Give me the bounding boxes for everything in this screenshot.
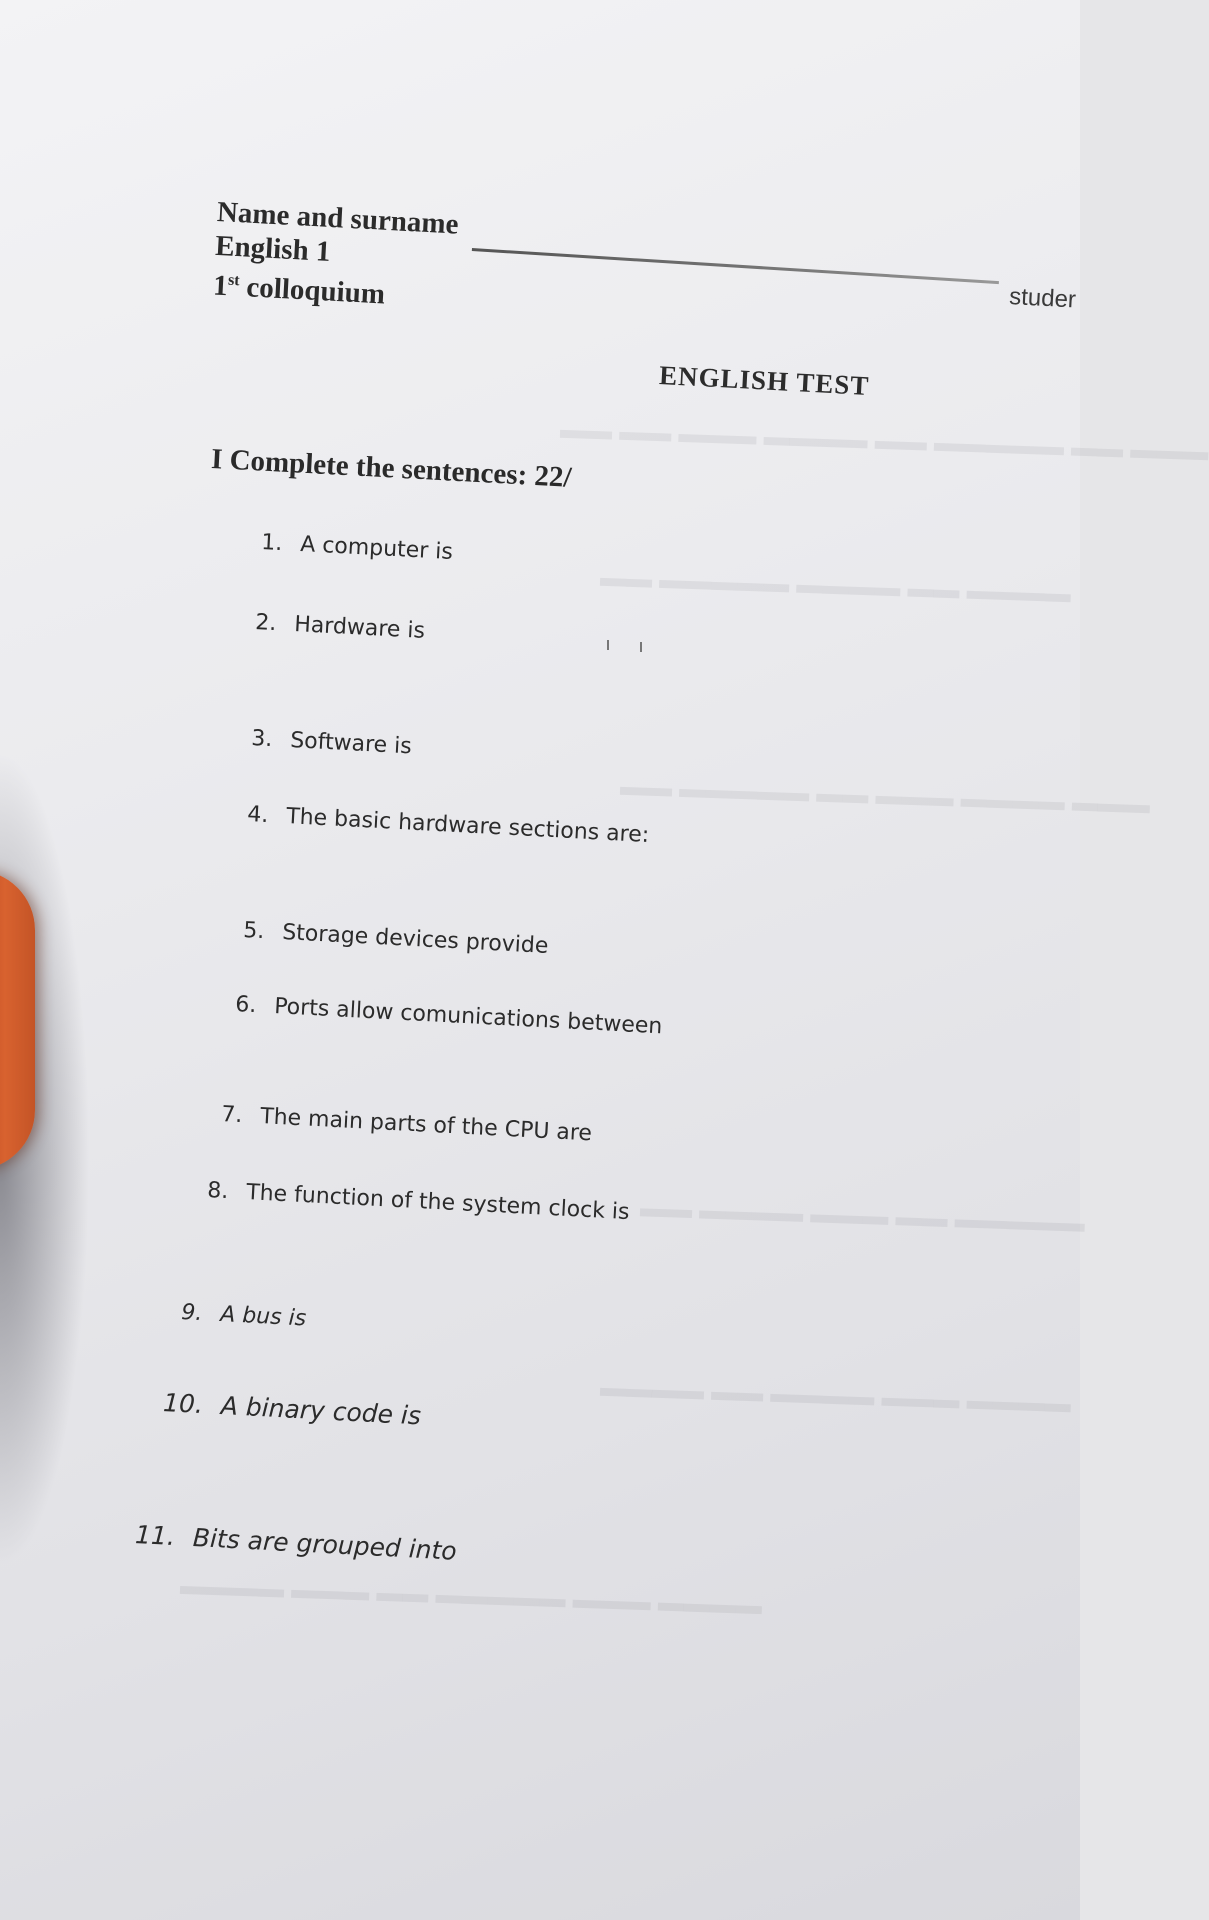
section-heading: I Complete the sentences: 22/ [210, 443, 573, 494]
question-text: Storage devices provide [281, 920, 549, 959]
name-writing-line [472, 248, 999, 284]
question-11 [134, 1520, 457, 1566]
question-1 [261, 530, 454, 565]
question-number: 11. [134, 1520, 176, 1552]
question-5 [243, 918, 549, 959]
pen-mark [640, 642, 642, 652]
question-number: 9. [180, 1300, 203, 1327]
question-4 [247, 802, 650, 848]
question-text: A computer is [299, 532, 454, 565]
question-text: The function of the system clock is [245, 1180, 631, 1226]
colloquium-number: 1 [212, 269, 229, 303]
question-10 [162, 1388, 421, 1430]
question-number: 8. [206, 1178, 229, 1205]
question-6 [235, 992, 663, 1039]
question-number: 4. [246, 802, 269, 829]
question-2 [255, 610, 426, 644]
question-7 [221, 1102, 593, 1146]
question-number: 2. [254, 610, 277, 637]
bleed-through-text: ▬▬▬▬ ▬▬ ▬▬▬▬ ▬▬▬▬▬ ▬▬ [599, 561, 1072, 609]
bleed-through-text: ▬▬▬ ▬▬▬▬ ▬▬▬ ▬▬ ▬▬▬▬▬ ▬▬ [619, 770, 1151, 820]
question-number: 1. [260, 530, 283, 557]
question-text: The main parts of the CPU are [259, 1104, 593, 1147]
question-number: 10. [162, 1388, 204, 1420]
course-label: English 1 [214, 229, 332, 268]
question-text: Ports allow comunications between [273, 994, 663, 1040]
bleed-through-text: ▬▬▬▬ ▬▬▬ ▬▬▬▬ ▬▬ ▬▬▬▬ [599, 1371, 1072, 1419]
question-text: Bits are grouped into [192, 1523, 458, 1566]
question-number: 7. [220, 1102, 243, 1129]
pen-mark [607, 640, 609, 650]
question-text: Hardware is [293, 612, 426, 644]
question-number: 5. [242, 918, 265, 945]
bleed-through-text: ▬▬▬▬▬ ▬▬ ▬▬▬ ▬▬▬▬ ▬▬ [639, 1192, 1086, 1238]
finger [0, 870, 35, 1170]
question-text: The basic hardware sections are: [285, 804, 650, 849]
question-text: Software is [289, 728, 413, 760]
question-text: A binary code is [220, 1391, 422, 1431]
student-label-fragment: studer [1008, 283, 1077, 314]
question-3 [251, 726, 413, 759]
bleed-through-text: ▬▬▬ ▬▬ ▬▬▬▬▬ ▬▬ ▬▬▬▬ ▬▬▬ ▬▬ ▬▬ [559, 413, 1209, 467]
test-title: ENGLISH TEST [658, 360, 871, 401]
student-header [212, 195, 459, 315]
question-8 [207, 1178, 630, 1225]
question-9 [181, 1300, 307, 1332]
colloquium-word: colloquium [238, 270, 386, 311]
name-surname-label: Name and surname [216, 195, 460, 241]
question-text: A bus is [219, 1302, 307, 1332]
question-number: 3. [250, 726, 273, 753]
hand-shadow [0, 750, 90, 1570]
colloquium-suffix: st [227, 271, 241, 290]
bleed-through-text: ▬▬▬▬ ▬▬▬ ▬▬▬▬▬ ▬▬ ▬▬▬ ▬▬▬▬ [179, 1569, 763, 1621]
question-number: 6. [234, 992, 257, 1019]
